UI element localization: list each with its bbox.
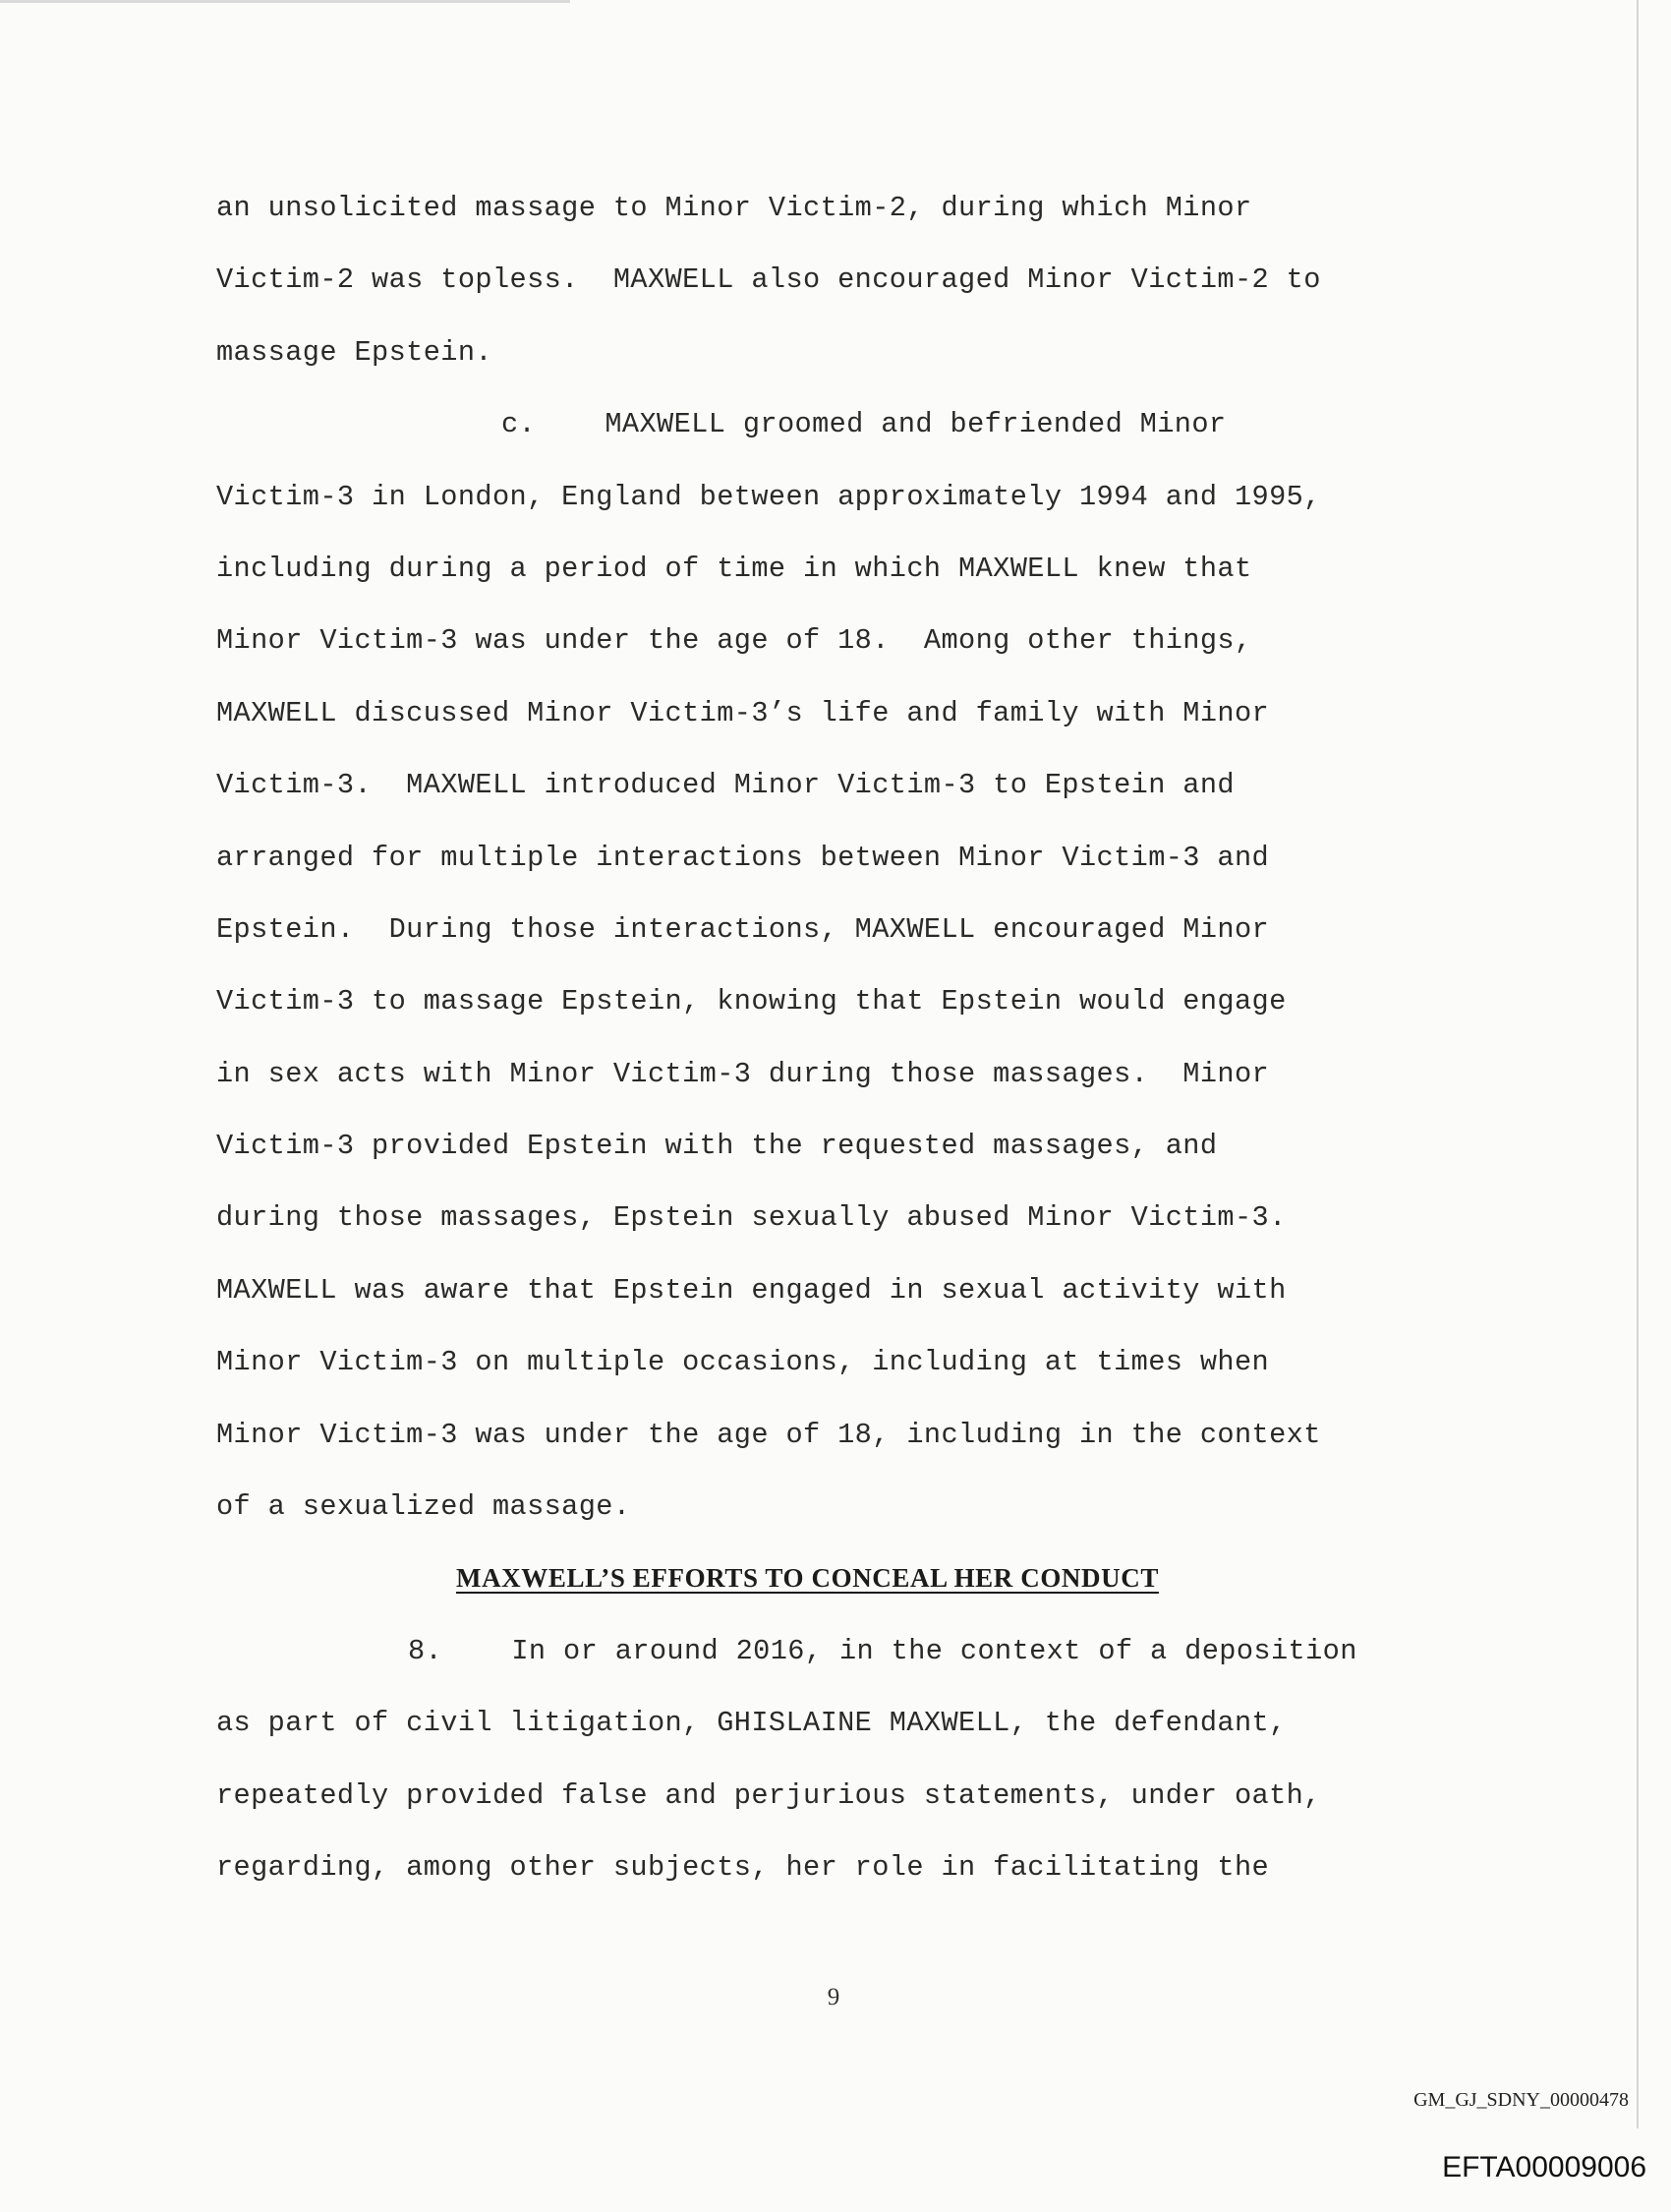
section-heading: MAXWELL’S EFFORTS TO CONCEAL HER CONDUCT bbox=[456, 1563, 1159, 1594]
text-line: MAXWELL was aware that Epstein engaged in sexual activity with bbox=[216, 1273, 1287, 1307]
text-line: regarding, among other subjects, her role in facilitating the bbox=[216, 1850, 1270, 1884]
text-line: of a sexualized massage. bbox=[216, 1490, 631, 1524]
text-line: Victim-2 was topless. MAXWELL also encouraged Minor Victim-2 to bbox=[216, 263, 1321, 297]
scan-edge-right bbox=[1637, 0, 1639, 2128]
text-line: Epstein. During those interactions, MAXWELL encouraged Minor bbox=[216, 912, 1270, 946]
text-line: Victim-3 to massage Epstein, knowing that Epstein would engage bbox=[216, 985, 1287, 1019]
text-line: massage Epstein. bbox=[216, 335, 492, 369]
text-line: in sex acts with Minor Victim-3 during those massages. Minor bbox=[216, 1057, 1270, 1090]
text-line: during those massages, Epstein sexually abused Minor Victim-3. bbox=[216, 1201, 1287, 1235]
text-line: Victim-3. MAXWELL introduced Minor Victim-3 to Epstein and bbox=[216, 769, 1235, 802]
paragraph-8-start: 8. In or around 2016, in the context of a deposition bbox=[408, 1634, 1357, 1667]
text-line: an unsolicited massage to Minor Victim-2, during which Minor bbox=[216, 192, 1252, 224]
text-line: Victim-3 in London, England between approximately 1994 and 1995, bbox=[216, 480, 1321, 513]
document-body bbox=[216, 183, 1445, 1914]
text-line: Minor Victim-3 was under the age of 18. Among other things, bbox=[216, 624, 1252, 658]
text-line: Minor Victim-3 was under the age of 18, including in the context bbox=[216, 1418, 1321, 1451]
text-line: Victim-3 provided Epstein with the requested massages, and bbox=[216, 1130, 1218, 1163]
text-line: Minor Victim-3 on multiple occasions, including at times when bbox=[216, 1346, 1270, 1379]
scan-edge-top bbox=[0, 0, 570, 3]
bates-number: GM_GJ_SDNY_00000478 bbox=[1413, 2089, 1629, 2111]
page-number: 9 bbox=[827, 1984, 840, 2010]
text-line: MAXWELL discussed Minor Victim-3’s life and family with Minor bbox=[216, 696, 1270, 729]
text-line: arranged for multiple interactions between Minor Victim-3 and bbox=[216, 841, 1270, 874]
efta-number: EFTA00009006 bbox=[1442, 2151, 1646, 2183]
text-line: including during a period of time in which MAXWELL knew that bbox=[216, 552, 1252, 585]
paragraph-c-start: c. MAXWELL groomed and befriended Minor bbox=[501, 408, 1227, 441]
text-line: repeatedly provided false and perjurious statements, under oath, bbox=[216, 1778, 1321, 1812]
text-line: as part of civil litigation, GHISLAINE MAXWELL, the defendant, bbox=[216, 1707, 1287, 1740]
